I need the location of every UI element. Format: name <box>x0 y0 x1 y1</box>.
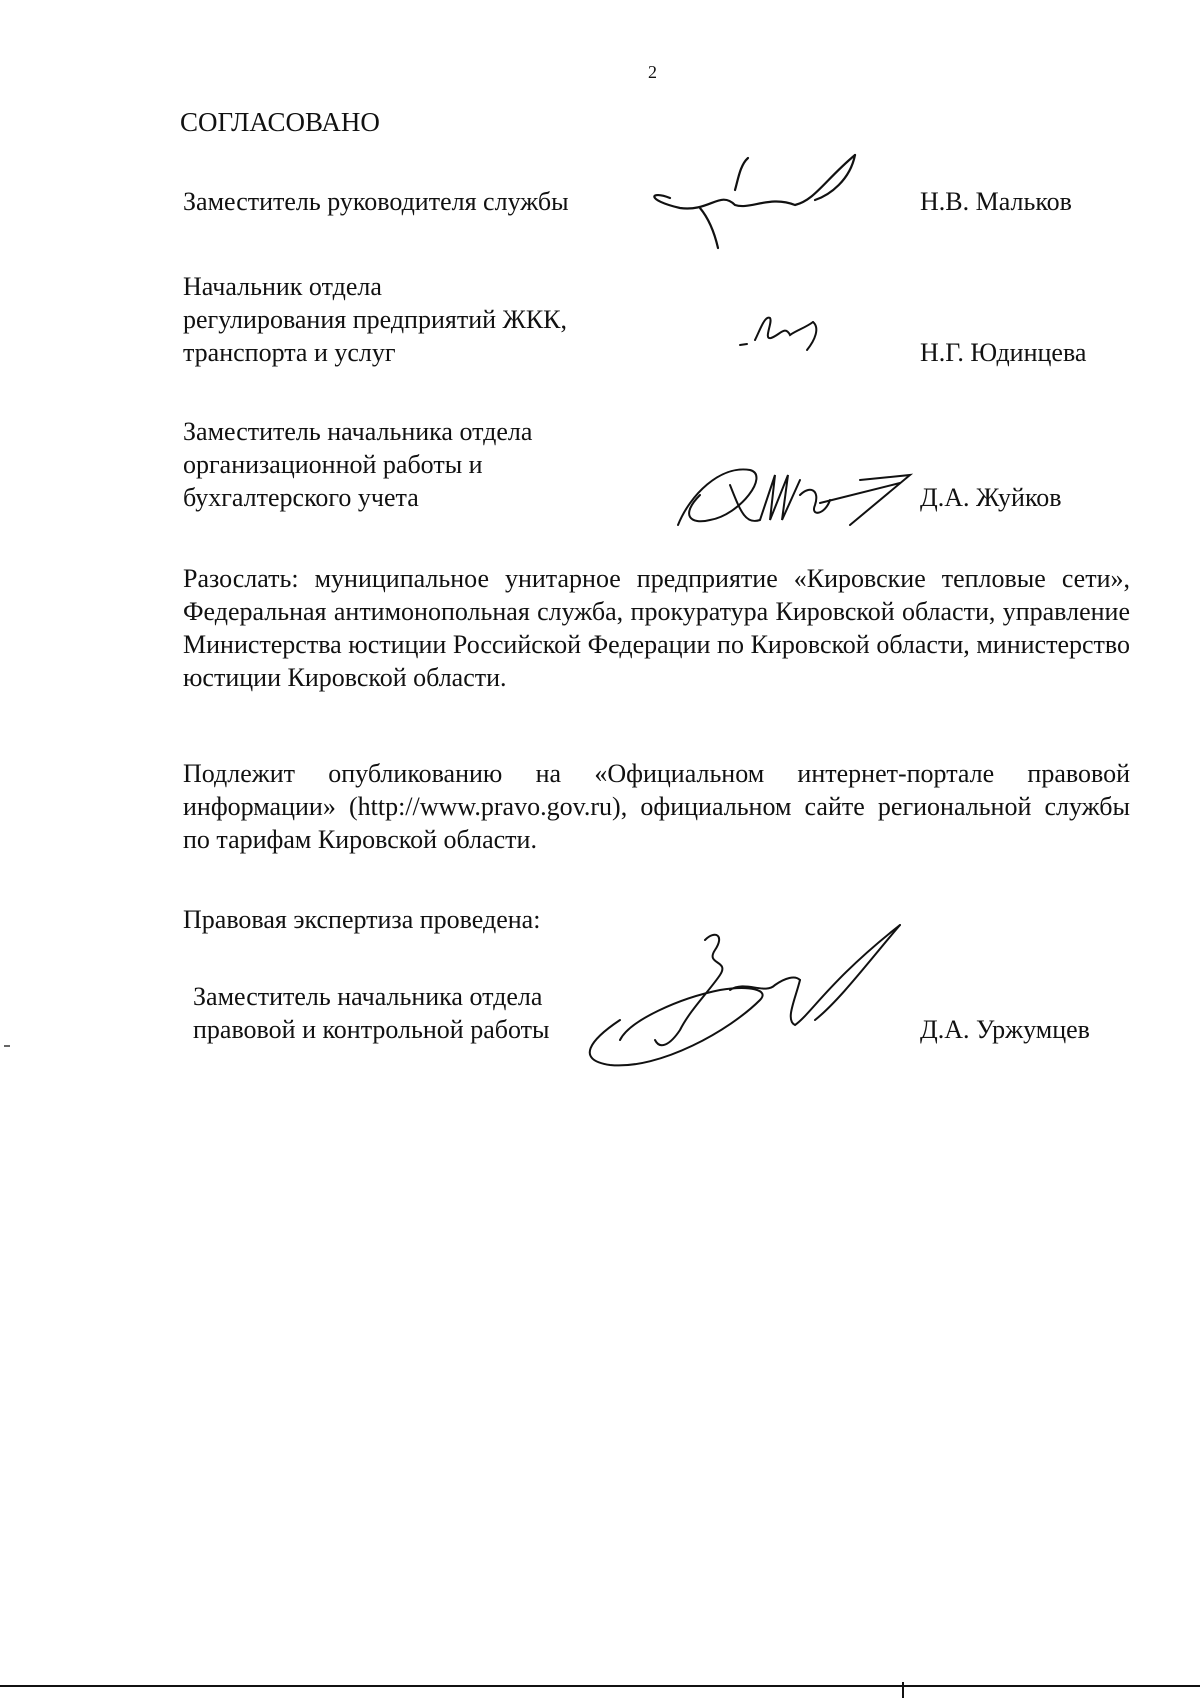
approver-position-line: Заместитель руководителя службы <box>183 187 569 216</box>
signature-1 <box>640 150 880 260</box>
approver-position-line: регулирования предприятий ЖКК, <box>183 305 568 334</box>
reviewer-position-line: правовой и контрольной работы <box>193 1015 550 1044</box>
reviewer-position-line: Заместитель начальника отдела <box>193 982 543 1011</box>
scan-mark <box>4 1045 10 1047</box>
approver-name: Н.Г. Юдинцева <box>920 338 1087 367</box>
reviewer-name: Д.А. Уржумцев <box>920 1015 1090 1044</box>
approver-position-line: Начальник отдела <box>183 272 382 301</box>
signature-4 <box>570 920 910 1070</box>
approver-position-line: Заместитель начальника отдела <box>183 417 533 446</box>
signature-2 <box>735 300 845 360</box>
distribution-paragraph: Разослать: муниципальное унитарное предприятие «Кировские тепловые сети», Федеральная антимонопольная служба, прокуратура Кировской области, управление Министерства юстиции Российской Федерации по Кировской области, министерство юстиции Кировской области. <box>183 564 1130 692</box>
bottom-rule <box>0 1685 1200 1687</box>
page-number: 2 <box>648 62 657 82</box>
legal-review-heading: Правовая экспертиза проведена: <box>183 905 541 934</box>
approver-position-line: бухгалтерского учета <box>183 483 419 512</box>
approval-heading: СОГЛАСОВАНО <box>180 107 380 137</box>
publication-paragraph: Подлежит опубликованию на «Официальном интернет-портале правовой информации» (http://www.pravo.gov.ru), официальном сайте региональной службы по тарифам Кировской области. <box>183 759 1130 854</box>
approver-name: Н.В. Мальков <box>920 187 1072 216</box>
bottom-rule-tick <box>902 1682 904 1698</box>
signature-3 <box>670 455 920 535</box>
approver-position-line: организационной работы и <box>183 450 483 479</box>
approver-name: Д.А. Жуйков <box>920 483 1062 512</box>
approver-position-line: транспорта и услуг <box>183 338 396 367</box>
